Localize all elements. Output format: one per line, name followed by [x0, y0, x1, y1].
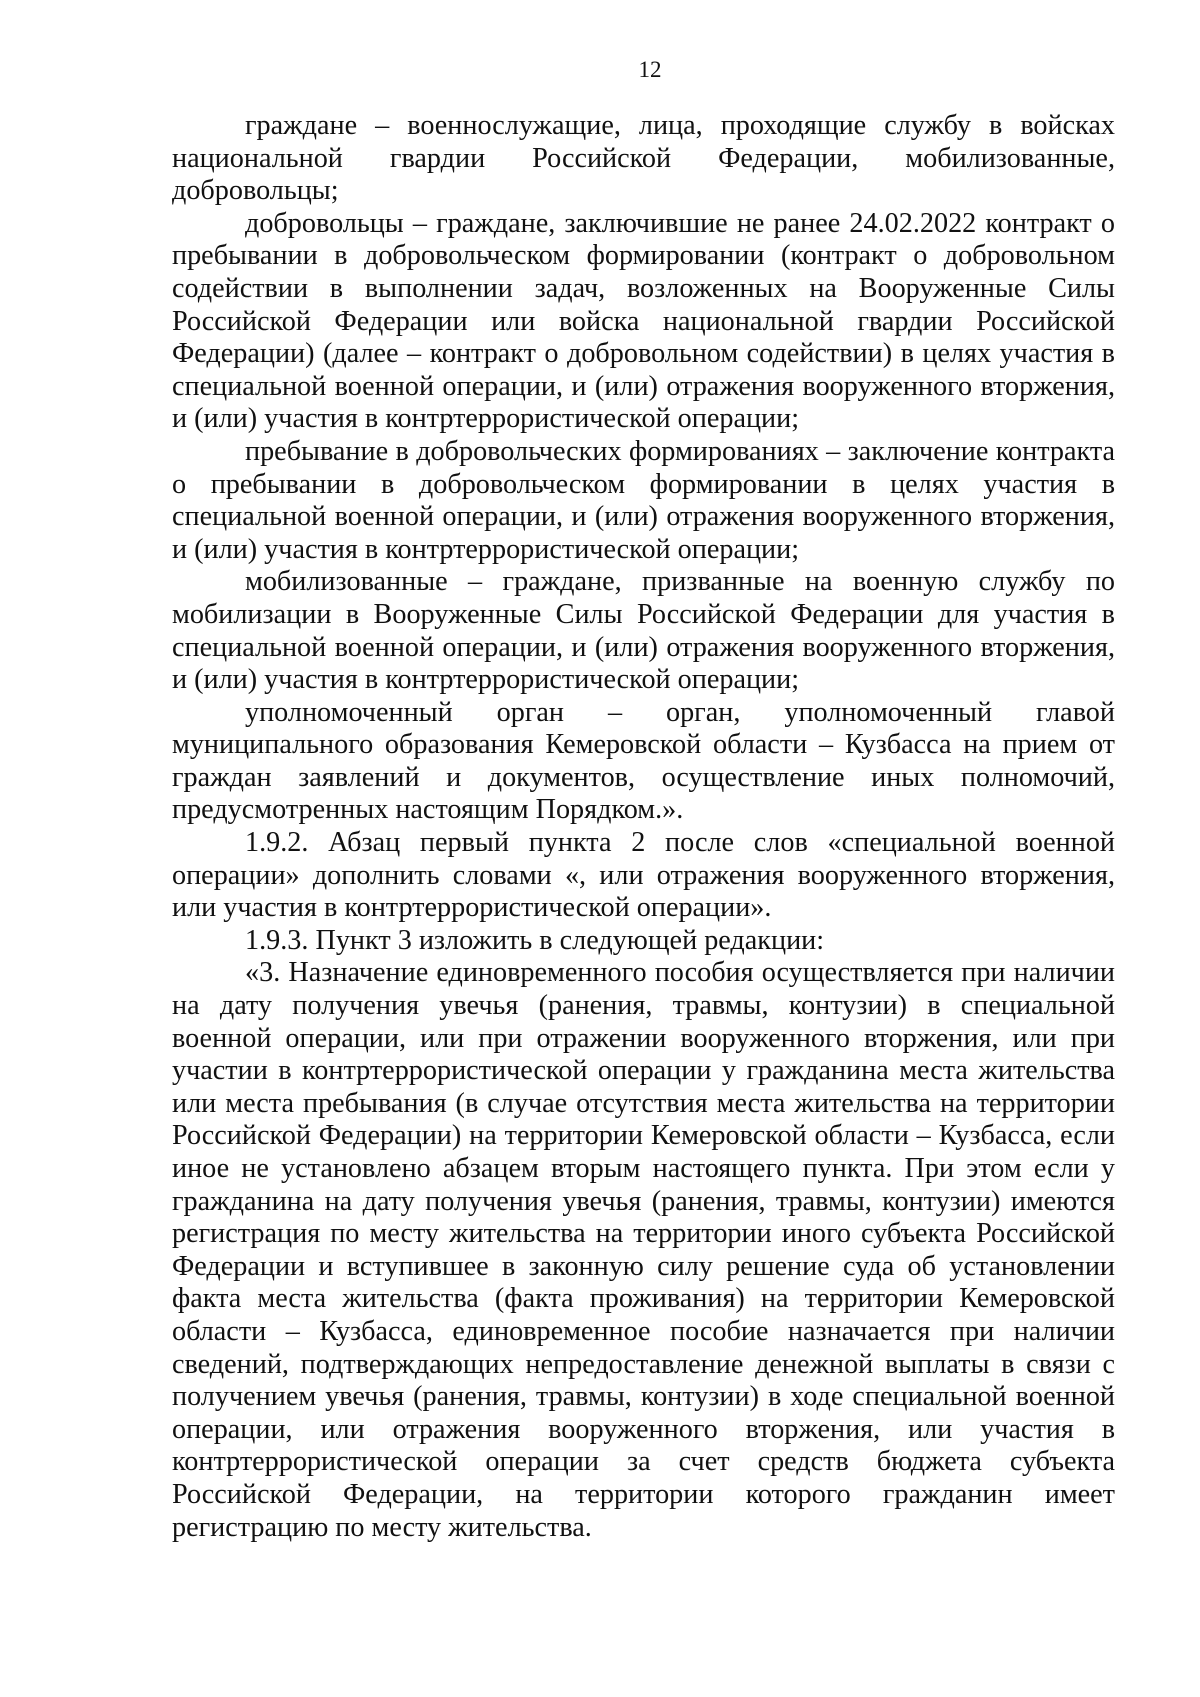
paragraph-point-3: «3. Назначение единовременного пособия осуществляется при наличии на дату получения увечья (ранения, травмы, контузии) в специальной военной операции, или при отражении вооруженного вторжения, или при участии в контртеррористической операции у гражданина места жительства или места пребывания (в случае отсутствия места жительства на территории Российской Федерации) на территории Кемеровской области – Кузбасса, если иное не установлено абзацем вторым настоящего пункта. При этом если у гражданина на дату получения увечья (ранения, травмы, контузии) имеются регистрация по месту жительства на территории иного субъекта Российской Федерации и вступившее в законную силу решение суда об установлении факта места жительства (факта проживания) на территории Кемеровской области – Кузбасса, единовременное пособие назначается при наличии сведений, подтверждающих непредоставление денежной выплаты в связи с получением увечья (ранения, травмы, контузии) в ходе специальной военной операции, или отражения вооруженного вторжения, или участия в контртеррористической операции за счет средств бюджета субъекта Российской Федерации, на территории которого гражданин имеет регистрацию по месту жительства. — [172, 957, 1115, 1543]
paragraph-definition-volunteer-formations: пребывание в добровольческих формированиях – заключение контракта о пребывании в добровольческом формировании в целях участия в специальной военной операции, и (или) отражения вооруженного вторжения, и (или) участия в контртеррористической операции; — [172, 435, 1115, 565]
paragraph-definition-citizens: граждане – военнослужащие, лица, проходящие службу в войсках национальной гвардии Российской Федерации, мобилизованные, добровольцы; — [172, 110, 1115, 207]
paragraph-definition-mobilized: мобилизованные – граждане, призванные на военную службу по мобилизации в Вооруженные Силы Российской Федерации для участия в специальной военной операции, и (или) отражения вооруженного вторжения, и (или) участия в контртеррористической операции; — [172, 566, 1115, 696]
paragraph-definition-volunteers: добровольцы – граждане, заключившие не ранее 24.02.2022 контракт о пребывании в добровольческом формировании (контракт о добровольном содействии в выполнении задач, возложенных на Вооруженные Силы Российской Федерации или войска национальной гвардии Российской Федерации) (далее – контракт о добровольном содействии) в целях участия в специальной военной операции, и (или) отражения вооруженного вторжения, и (или) участия в контртеррористической операции; — [172, 207, 1115, 435]
page-number: 12 — [638, 57, 662, 82]
paragraph-definition-authorized-body: уполномоченный орган – орган, уполномоченный главой муниципального образования Кемеровской области – Кузбасса на прием от граждан заявлений и документов, осуществление иных полномочий, предусмотренных настоящим Порядком.». — [172, 696, 1115, 826]
document-body — [172, 110, 1115, 1544]
paragraph-1-9-3: 1.9.3. Пункт 3 изложить в следующей редакции: — [245, 924, 825, 956]
paragraph-1-9-2: 1.9.2. Абзац первый пункта 2 после слов «специальной военной операции» дополнить словами «, или отражения вооруженного вторжения, или участия в контртеррористической операции». — [172, 827, 1115, 924]
